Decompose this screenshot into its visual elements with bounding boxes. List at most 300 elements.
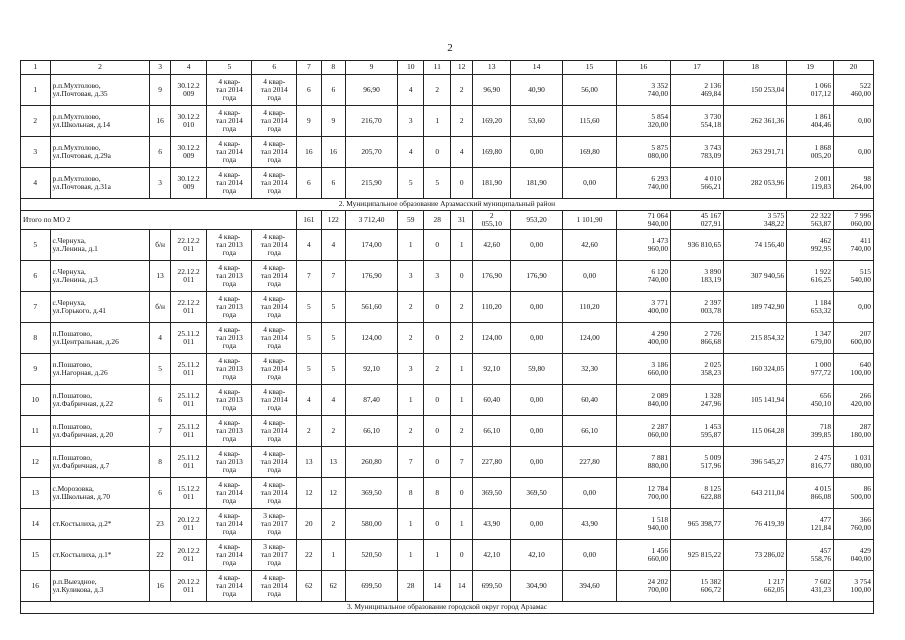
table-cell: 5	[321, 292, 345, 323]
table-cell: 4	[150, 323, 170, 354]
address-cell: р.п.Мухтолово, ул.Почтовая, д.35	[50, 75, 150, 106]
header-cell: 20	[834, 61, 874, 75]
table-cell: 4 квар- тал 2014 года	[252, 447, 297, 478]
total-value: 31	[450, 211, 472, 230]
table-cell: б/н	[150, 230, 170, 261]
table-cell: 227,80	[563, 447, 617, 478]
table-cell: 22	[150, 540, 170, 571]
table-cell: 2 136 469,84	[671, 75, 724, 106]
table-cell: 2	[450, 106, 472, 137]
table-cell: 14	[450, 571, 472, 602]
table-cell: 20.12.2 011	[170, 509, 207, 540]
table-cell: 396 545,27	[724, 447, 787, 478]
table-cell: 2	[424, 75, 450, 106]
table-cell: 30.12.2 010	[170, 106, 207, 137]
table-cell: 32,30	[563, 354, 617, 385]
table-cell: 189 742,90	[724, 292, 787, 323]
header-cell: 4	[170, 61, 207, 75]
table-row	[21, 354, 874, 385]
table-cell: 3	[398, 261, 424, 292]
address-cell: р.п.Мухтолово, ул.Почтовая, д.31а	[50, 168, 150, 199]
table-cell: 4	[321, 230, 345, 261]
table-cell: 5	[21, 230, 51, 261]
header-cell: 16	[617, 61, 671, 75]
table-cell: 3	[398, 354, 424, 385]
total-value: 1 101,90	[563, 211, 617, 230]
table-cell: 13	[297, 447, 321, 478]
table-cell: 0	[424, 447, 450, 478]
table-cell: 0	[424, 323, 450, 354]
table-row	[21, 416, 874, 447]
table-cell: 4 квар- тал 2013 года	[207, 230, 252, 261]
table-cell: 6 120 740,00	[617, 261, 671, 292]
table-cell: 124,00	[346, 323, 398, 354]
table-cell: 3	[150, 168, 170, 199]
table-cell: 5	[297, 292, 321, 323]
table-cell: 4	[398, 137, 424, 168]
table-cell: 2	[321, 416, 345, 447]
table-cell: 2	[297, 416, 321, 447]
table-cell: 1	[450, 230, 472, 261]
table-row	[21, 292, 874, 323]
table-cell: 965 398,77	[671, 509, 724, 540]
address-cell: р.п.Мухтолово, ул.Школьная, д.14	[50, 106, 150, 137]
table-cell: 4 квар- тал 2014 года	[252, 261, 297, 292]
table-cell: 42,60	[563, 230, 617, 261]
table-cell: 16	[21, 571, 51, 602]
table-cell: 22.12.2 011	[170, 261, 207, 292]
header-cell: 3	[150, 61, 170, 75]
table-cell: 4 квар- тал 2014 года	[207, 75, 252, 106]
table-cell: 6	[150, 137, 170, 168]
table-cell: 1 000 977,72	[787, 354, 834, 385]
table-cell: 262 361,36	[724, 106, 787, 137]
table-cell: 477 121,84	[787, 509, 834, 540]
table-cell: 8	[21, 323, 51, 354]
table-cell: 53,60	[511, 106, 563, 137]
table-cell: 1 328 247,96	[671, 385, 724, 416]
table-cell: 215 854,32	[724, 323, 787, 354]
table-cell: 12 784 700,00	[617, 478, 671, 509]
table-cell: 13	[321, 447, 345, 478]
table-cell: 23	[150, 509, 170, 540]
table-cell: 4 290 400,00	[617, 323, 671, 354]
table-row	[21, 168, 874, 199]
table-cell: 520,50	[346, 540, 398, 571]
table-cell: 0,00	[563, 168, 617, 199]
table-cell: 3 730 554,18	[671, 106, 724, 137]
table-cell: 176,90	[346, 261, 398, 292]
total-value: 28	[424, 211, 450, 230]
table-cell: 2	[450, 75, 472, 106]
table-cell: 227,80	[473, 447, 511, 478]
table-cell: 8	[424, 478, 450, 509]
table-cell: 22	[297, 540, 321, 571]
table-cell: 6	[321, 75, 345, 106]
table-cell: 4 квар- тал 2014 года	[252, 478, 297, 509]
header-cell: 13	[473, 61, 511, 75]
table-cell: 7	[21, 292, 51, 323]
table-cell: 30.12.2 009	[170, 137, 207, 168]
table-cell: 1	[398, 230, 424, 261]
table-cell: 2 397 003,78	[671, 292, 724, 323]
table-cell: 4 квар- тал 2014 года	[252, 75, 297, 106]
table-cell: 66,10	[473, 416, 511, 447]
table-cell: 3 771 400,00	[617, 292, 671, 323]
table-row	[21, 385, 874, 416]
table-cell: 115 064,28	[724, 416, 787, 447]
section-3-row	[21, 602, 874, 614]
table-cell: 28	[398, 571, 424, 602]
table-cell: 4 квар- тал 2013 года	[207, 261, 252, 292]
table-cell: 15	[21, 540, 51, 571]
table-cell: 4 квар- тал 2014 года	[252, 230, 297, 261]
table-cell: 1 066 017,12	[787, 75, 834, 106]
table-cell: 1 868 005,20	[787, 137, 834, 168]
total-value: 953,20	[511, 211, 563, 230]
table-cell: 0	[450, 168, 472, 199]
table-cell: 62	[297, 571, 321, 602]
table-cell: 20.12.2 011	[170, 571, 207, 602]
table-cell: 260,80	[346, 447, 398, 478]
table-cell: 40,90	[511, 75, 563, 106]
table-cell: 4	[297, 385, 321, 416]
table-cell: 699,50	[346, 571, 398, 602]
table-cell: 16	[297, 137, 321, 168]
table-cell: 96,90	[346, 75, 398, 106]
total-label: Итого по МО 2	[21, 211, 297, 230]
table-cell: 160 324,05	[724, 354, 787, 385]
table-cell: 2	[398, 292, 424, 323]
address-cell: с.Чернуха, ул.Ленина, д.1	[50, 230, 150, 261]
table-cell: 5	[424, 168, 450, 199]
table-cell: 205,70	[346, 137, 398, 168]
table-cell: 4 квар- тал 2014 года	[207, 168, 252, 199]
table-cell: 8	[398, 478, 424, 509]
table-cell: 59,80	[511, 354, 563, 385]
table-cell: 2 001 119,83	[787, 168, 834, 199]
address-cell: р.п.Выездное, ул.Куликова, д.3	[50, 571, 150, 602]
table-cell: 1 473 960,00	[617, 230, 671, 261]
table-cell: 215,90	[346, 168, 398, 199]
table-cell: 9	[21, 354, 51, 385]
header-cell: 9	[346, 61, 398, 75]
table-cell: 304,90	[511, 571, 563, 602]
table-cell: 1	[450, 385, 472, 416]
address-cell: п.Пошатово, ул.Центральная, д.26	[50, 323, 150, 354]
table-cell: 0,00	[563, 540, 617, 571]
table-cell: 60,40	[473, 385, 511, 416]
table-cell: 936 810,65	[671, 230, 724, 261]
total-value: 122	[321, 211, 345, 230]
table-cell: 66,10	[563, 416, 617, 447]
table-cell: 12	[297, 478, 321, 509]
page-number: 2	[447, 42, 453, 54]
table-cell: 4 квар- тал 2014 года	[207, 137, 252, 168]
table-cell: 0,00	[834, 137, 874, 168]
address-cell: ст.Костылиха, д.2*	[50, 509, 150, 540]
total-row	[21, 211, 874, 230]
table-cell: 1	[450, 509, 472, 540]
table-cell: 429 040,00	[834, 540, 874, 571]
table-cell: 60,40	[563, 385, 617, 416]
table-cell: 0,00	[834, 292, 874, 323]
address-cell: п.Пошатово, ул.Фабричная, д.20	[50, 416, 150, 447]
address-cell: п.Пошатово, ул.Фабричная, д.7	[50, 447, 150, 478]
table-cell: 124,00	[473, 323, 511, 354]
table-cell: 0,00	[834, 106, 874, 137]
table-cell: 92,10	[473, 354, 511, 385]
address-cell: ст.Костылиха, д.1*	[50, 540, 150, 571]
table-cell: 16	[150, 571, 170, 602]
table-cell: 5	[297, 323, 321, 354]
table-cell: 14	[21, 509, 51, 540]
table-cell: 3 квар- тал 2017 года	[252, 540, 297, 571]
table-cell: 43,90	[473, 509, 511, 540]
table-cell: 0,00	[511, 416, 563, 447]
header-cell: 10	[398, 61, 424, 75]
table-cell: 5	[398, 168, 424, 199]
table-cell: 282 053,96	[724, 168, 787, 199]
table-cell: 2 475 816,77	[787, 447, 834, 478]
table-cell: 411 740,00	[834, 230, 874, 261]
table-cell: 76 419,39	[724, 509, 787, 540]
table-cell: 522 460,00	[834, 75, 874, 106]
table-cell: 20.12.2 011	[170, 540, 207, 571]
table-cell: 25.11.2 011	[170, 447, 207, 478]
table-cell: 263 291,71	[724, 137, 787, 168]
table-cell: 4 квар- тал 2014 года	[207, 478, 252, 509]
table-cell: 43,90	[563, 509, 617, 540]
table-cell: 7 881 880,00	[617, 447, 671, 478]
table-cell: б/н	[150, 292, 170, 323]
table-cell: 56,00	[563, 75, 617, 106]
table-cell: 181,90	[473, 168, 511, 199]
section-2-row	[21, 199, 874, 211]
table-cell: 105 141,94	[724, 385, 787, 416]
table-cell: 699,50	[473, 571, 511, 602]
table-cell: 307 940,56	[724, 261, 787, 292]
table-cell: 1 518 940,00	[617, 509, 671, 540]
table-cell: 8	[150, 447, 170, 478]
table-cell: 181,90	[511, 168, 563, 199]
total-value: 7 996 060,00	[834, 211, 874, 230]
table-cell: 2 726 866,68	[671, 323, 724, 354]
table-cell: 7	[398, 447, 424, 478]
table-cell: 12	[321, 478, 345, 509]
table-cell: 1 217 662,05	[724, 571, 787, 602]
table-cell: 2 025 358,23	[671, 354, 724, 385]
table-cell: 174,00	[346, 230, 398, 261]
table-cell: 366 760,00	[834, 509, 874, 540]
total-value: 2 055,10	[473, 211, 511, 230]
table-cell: 3 186 660,00	[617, 354, 671, 385]
table-row	[21, 478, 874, 509]
total-value: 71 064 940,00	[617, 211, 671, 230]
table-cell: 22.12.2 011	[170, 292, 207, 323]
table-cell: 561,60	[346, 292, 398, 323]
table-cell: 718 399,85	[787, 416, 834, 447]
table-cell: 66,10	[346, 416, 398, 447]
header-cell: 5	[207, 61, 252, 75]
table-row	[21, 106, 874, 137]
table-cell: 4 010 566,21	[671, 168, 724, 199]
table-cell: 176,90	[511, 261, 563, 292]
table-cell: 3	[424, 261, 450, 292]
table-cell: 0,00	[511, 323, 563, 354]
table-cell: 1	[424, 540, 450, 571]
table-cell: 216,70	[346, 106, 398, 137]
table-row	[21, 75, 874, 106]
table-cell: 0	[424, 292, 450, 323]
table-cell: 1 922 616,25	[787, 261, 834, 292]
table-cell: 0,00	[511, 137, 563, 168]
table-cell: 1	[321, 540, 345, 571]
table-cell: 4 квар- тал 2013 года	[207, 354, 252, 385]
table-cell: 4 квар- тал 2013 года	[207, 385, 252, 416]
table-cell: 7	[450, 447, 472, 478]
table-cell: 0,00	[511, 292, 563, 323]
table-cell: 115,60	[563, 106, 617, 137]
table-cell: 3 352 740,00	[617, 75, 671, 106]
table-cell: 30.12.2 009	[170, 75, 207, 106]
table-cell: 4 квар- тал 2014 года	[252, 292, 297, 323]
total-value: 45 167 027,91	[671, 211, 724, 230]
table-cell: 369,50	[511, 478, 563, 509]
table-cell: 7	[297, 261, 321, 292]
table-cell: 1 453 595,87	[671, 416, 724, 447]
table-cell: 369,50	[346, 478, 398, 509]
table-cell: 643 211,04	[724, 478, 787, 509]
address-cell: с.Чернуха, ул.Горького, д.41	[50, 292, 150, 323]
table-cell: 4 квар- тал 2013 года	[207, 447, 252, 478]
table-cell: 10	[21, 385, 51, 416]
table-cell: 9	[150, 75, 170, 106]
table-cell: 169,80	[563, 137, 617, 168]
table-cell: 5	[297, 354, 321, 385]
total-value: 59	[398, 211, 424, 230]
table-cell: 5	[321, 354, 345, 385]
header-row	[21, 61, 874, 75]
table-cell: 5 854 320,00	[617, 106, 671, 137]
table-cell: 0,00	[563, 261, 617, 292]
table-cell: 4 квар- тал 2014 года	[207, 571, 252, 602]
table-cell: 4 квар- тал 2014 года	[252, 106, 297, 137]
table-cell: 2	[450, 416, 472, 447]
table-cell: 3 743 783,09	[671, 137, 724, 168]
address-cell: с.Чернуха, ул.Ленина, д.3	[50, 261, 150, 292]
table-cell: 25.11.2 011	[170, 354, 207, 385]
table-cell: 1 347 679,00	[787, 323, 834, 354]
table-cell: 3	[398, 106, 424, 137]
table-cell: 62	[321, 571, 345, 602]
table-cell: 2	[21, 106, 51, 137]
table-cell: 457 558,76	[787, 540, 834, 571]
table-cell: 3 квар- тал 2017 года	[252, 509, 297, 540]
table-cell: 6	[21, 261, 51, 292]
header-cell: 14	[511, 61, 563, 75]
table-cell: 515 540,00	[834, 261, 874, 292]
table-cell: 7	[150, 416, 170, 447]
table-cell: 4	[297, 230, 321, 261]
table-cell: 462 992,95	[787, 230, 834, 261]
section-title: 2. Муниципальное образование Арзамасский муниципальный район	[21, 199, 874, 211]
table-cell: 5 009 517,96	[671, 447, 724, 478]
table-cell: 16	[150, 106, 170, 137]
table-cell: 1 861 404,46	[787, 106, 834, 137]
address-cell: с.Морозовка, ул.Школьная, д.70	[50, 478, 150, 509]
table-cell: 14	[424, 571, 450, 602]
table-cell: 4 квар- тал 2014 года	[252, 571, 297, 602]
table-cell: 4	[450, 137, 472, 168]
table-cell: 13	[21, 478, 51, 509]
table-cell: 74 156,40	[724, 230, 787, 261]
table-cell: 0	[424, 385, 450, 416]
table-cell: 4 квар- тал 2014 года	[252, 168, 297, 199]
section-title: 3. Муниципальное образование городской округ город Арзамас	[21, 602, 874, 614]
table-cell: 0,00	[563, 478, 617, 509]
address-cell: п.Пошатово, ул.Нагорная, д.26	[50, 354, 150, 385]
table-cell: 5	[321, 323, 345, 354]
table-cell: 0	[450, 478, 472, 509]
table-cell: 110,20	[563, 292, 617, 323]
header-cell: 6	[252, 61, 297, 75]
table-cell: 2	[450, 323, 472, 354]
table-cell: 640 100,00	[834, 354, 874, 385]
table-cell: 1	[398, 509, 424, 540]
table-cell: 4	[21, 168, 51, 199]
table-cell: 4 квар- тал 2013 года	[207, 292, 252, 323]
table-cell: 0	[450, 540, 472, 571]
total-value: 161	[297, 211, 321, 230]
table-cell: 169,80	[473, 137, 511, 168]
total-value: 3 575 348,22	[724, 211, 787, 230]
table-cell: 0,00	[511, 509, 563, 540]
table-cell: 13	[150, 261, 170, 292]
table-cell: 1	[398, 385, 424, 416]
table-cell: 1 031 080,00	[834, 447, 874, 478]
table-cell: 4 квар- тал 2014 года	[207, 540, 252, 571]
table-cell: 1	[424, 106, 450, 137]
table-cell: 6	[297, 75, 321, 106]
table-cell: 656 450,10	[787, 385, 834, 416]
table-cell: 4 квар- тал 2014 года	[252, 323, 297, 354]
table-cell: 30.12.2 009	[170, 168, 207, 199]
table-cell: 4	[398, 75, 424, 106]
table-cell: 73 286,02	[724, 540, 787, 571]
table-cell: 0	[424, 416, 450, 447]
table-cell: 2	[424, 354, 450, 385]
table-cell: 0,00	[511, 230, 563, 261]
header-cell: 1	[21, 61, 51, 75]
total-value: 3 712,40	[346, 211, 398, 230]
table-cell: 4 квар- тал 2014 года	[207, 509, 252, 540]
table-cell: 7 602 431,23	[787, 571, 834, 602]
table-cell: 4 квар- тал 2014 года	[252, 385, 297, 416]
table-cell: 1	[21, 75, 51, 106]
table-cell: 8 125 622,88	[671, 478, 724, 509]
table-cell: 87,40	[346, 385, 398, 416]
table-cell: 0,00	[511, 447, 563, 478]
address-cell: р.п.Мухтолово, ул.Почтовая, д.29а	[50, 137, 150, 168]
table-cell: 9	[297, 106, 321, 137]
header-cell: 18	[724, 61, 787, 75]
table-cell: 1 184 653,32	[787, 292, 834, 323]
table-row	[21, 323, 874, 354]
data-table	[20, 60, 874, 614]
table-cell: 5 875 080,00	[617, 137, 671, 168]
table-row	[21, 261, 874, 292]
